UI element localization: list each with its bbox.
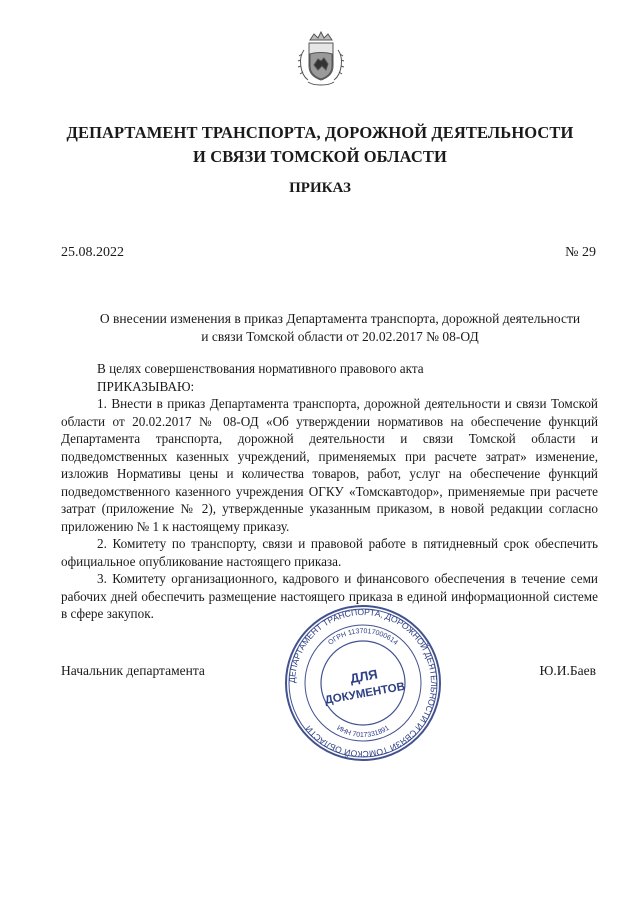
stamp-outer-text: ДЕПАРТАМЕНТ ТРАНСПОРТА, ДОРОЖНОЙ ДЕЯТЕЛЬНОСТИ И СВЯЗИ ТОМСКОЙ ОБЛАСТИ xyxy=(286,606,440,760)
stamp-ogrn: ОГРН 1137017000614 xyxy=(327,627,399,647)
stamp-center-line1: ДЛЯ xyxy=(348,666,379,687)
stamp-inn: ИНН 7017331891 xyxy=(335,724,391,740)
signatory-name: Ю.И.Баев xyxy=(539,663,596,678)
order-item-3: 3. Комитету организационного, кадрового и финансового обеспечения в течение семи рабочих дней обеспечить размещение настоящего приказа в единой информационной системе в сфере закупок. xyxy=(61,571,598,621)
order-word: ПРИКАЗЫВАЮ: xyxy=(97,378,195,394)
order-item-1: 1. Внести в приказ Департамента транспорта, дорожной деятельности и связи Томской области от 20.02.2017 № 08-ОД «Об утверждении нормативов на обеспечение функций Департамента транспорта, дорожной деятельности и связи Томской области и подведомственных казенных учреждений, применяемых при расчете затрат» изменение, изложив Нормативы цены и количества товаров, работ, услуг на обеспечение функций подведомственного казенного учреждения ОГКУ «Томскавтодор», применяемые при расчете затрат (приложение № 2), утвержденные указанным приказом, в новой редакции согласно приложению № 1 к настоящему приказу. xyxy=(61,396,598,534)
subject-line2: и связи Томской области от 20.02.2017 № 08-ОД xyxy=(201,329,479,344)
signatory-title: Начальник департамента xyxy=(61,663,205,678)
document-type-title: ПРИКАЗ xyxy=(289,180,351,196)
department-name-line2: И СВЯЗИ ТОМСКОЙ ОБЛАСТИ xyxy=(193,147,447,166)
subject-line1: О внесении изменения в приказ Департамента транспорта, дорожной деятельности xyxy=(99,311,581,326)
department-name-line1: ДЕПАРТАМЕНТ ТРАНСПОРТА, ДОРОЖНОЙ ДЕЯТЕЛЬНОСТИ xyxy=(66,123,574,142)
order-date: 25.08.2022 xyxy=(61,245,124,260)
official-stamp xyxy=(283,603,443,763)
tomsk-region-coat-of-arms-icon xyxy=(296,30,346,90)
order-item-2: 2. Комитету по транспорту, связи и правовой работе в пятидневный срок обеспечить официальное опубликование настоящего приказа. xyxy=(61,536,598,569)
stamp-center-line2: ДОКУМЕНТОВ xyxy=(323,680,406,707)
order-number: № 29 xyxy=(565,245,596,260)
intro-paragraph: В целях совершенствования нормативного правового акта xyxy=(97,361,424,376)
order-subject xyxy=(80,310,600,346)
order-body xyxy=(61,360,598,623)
